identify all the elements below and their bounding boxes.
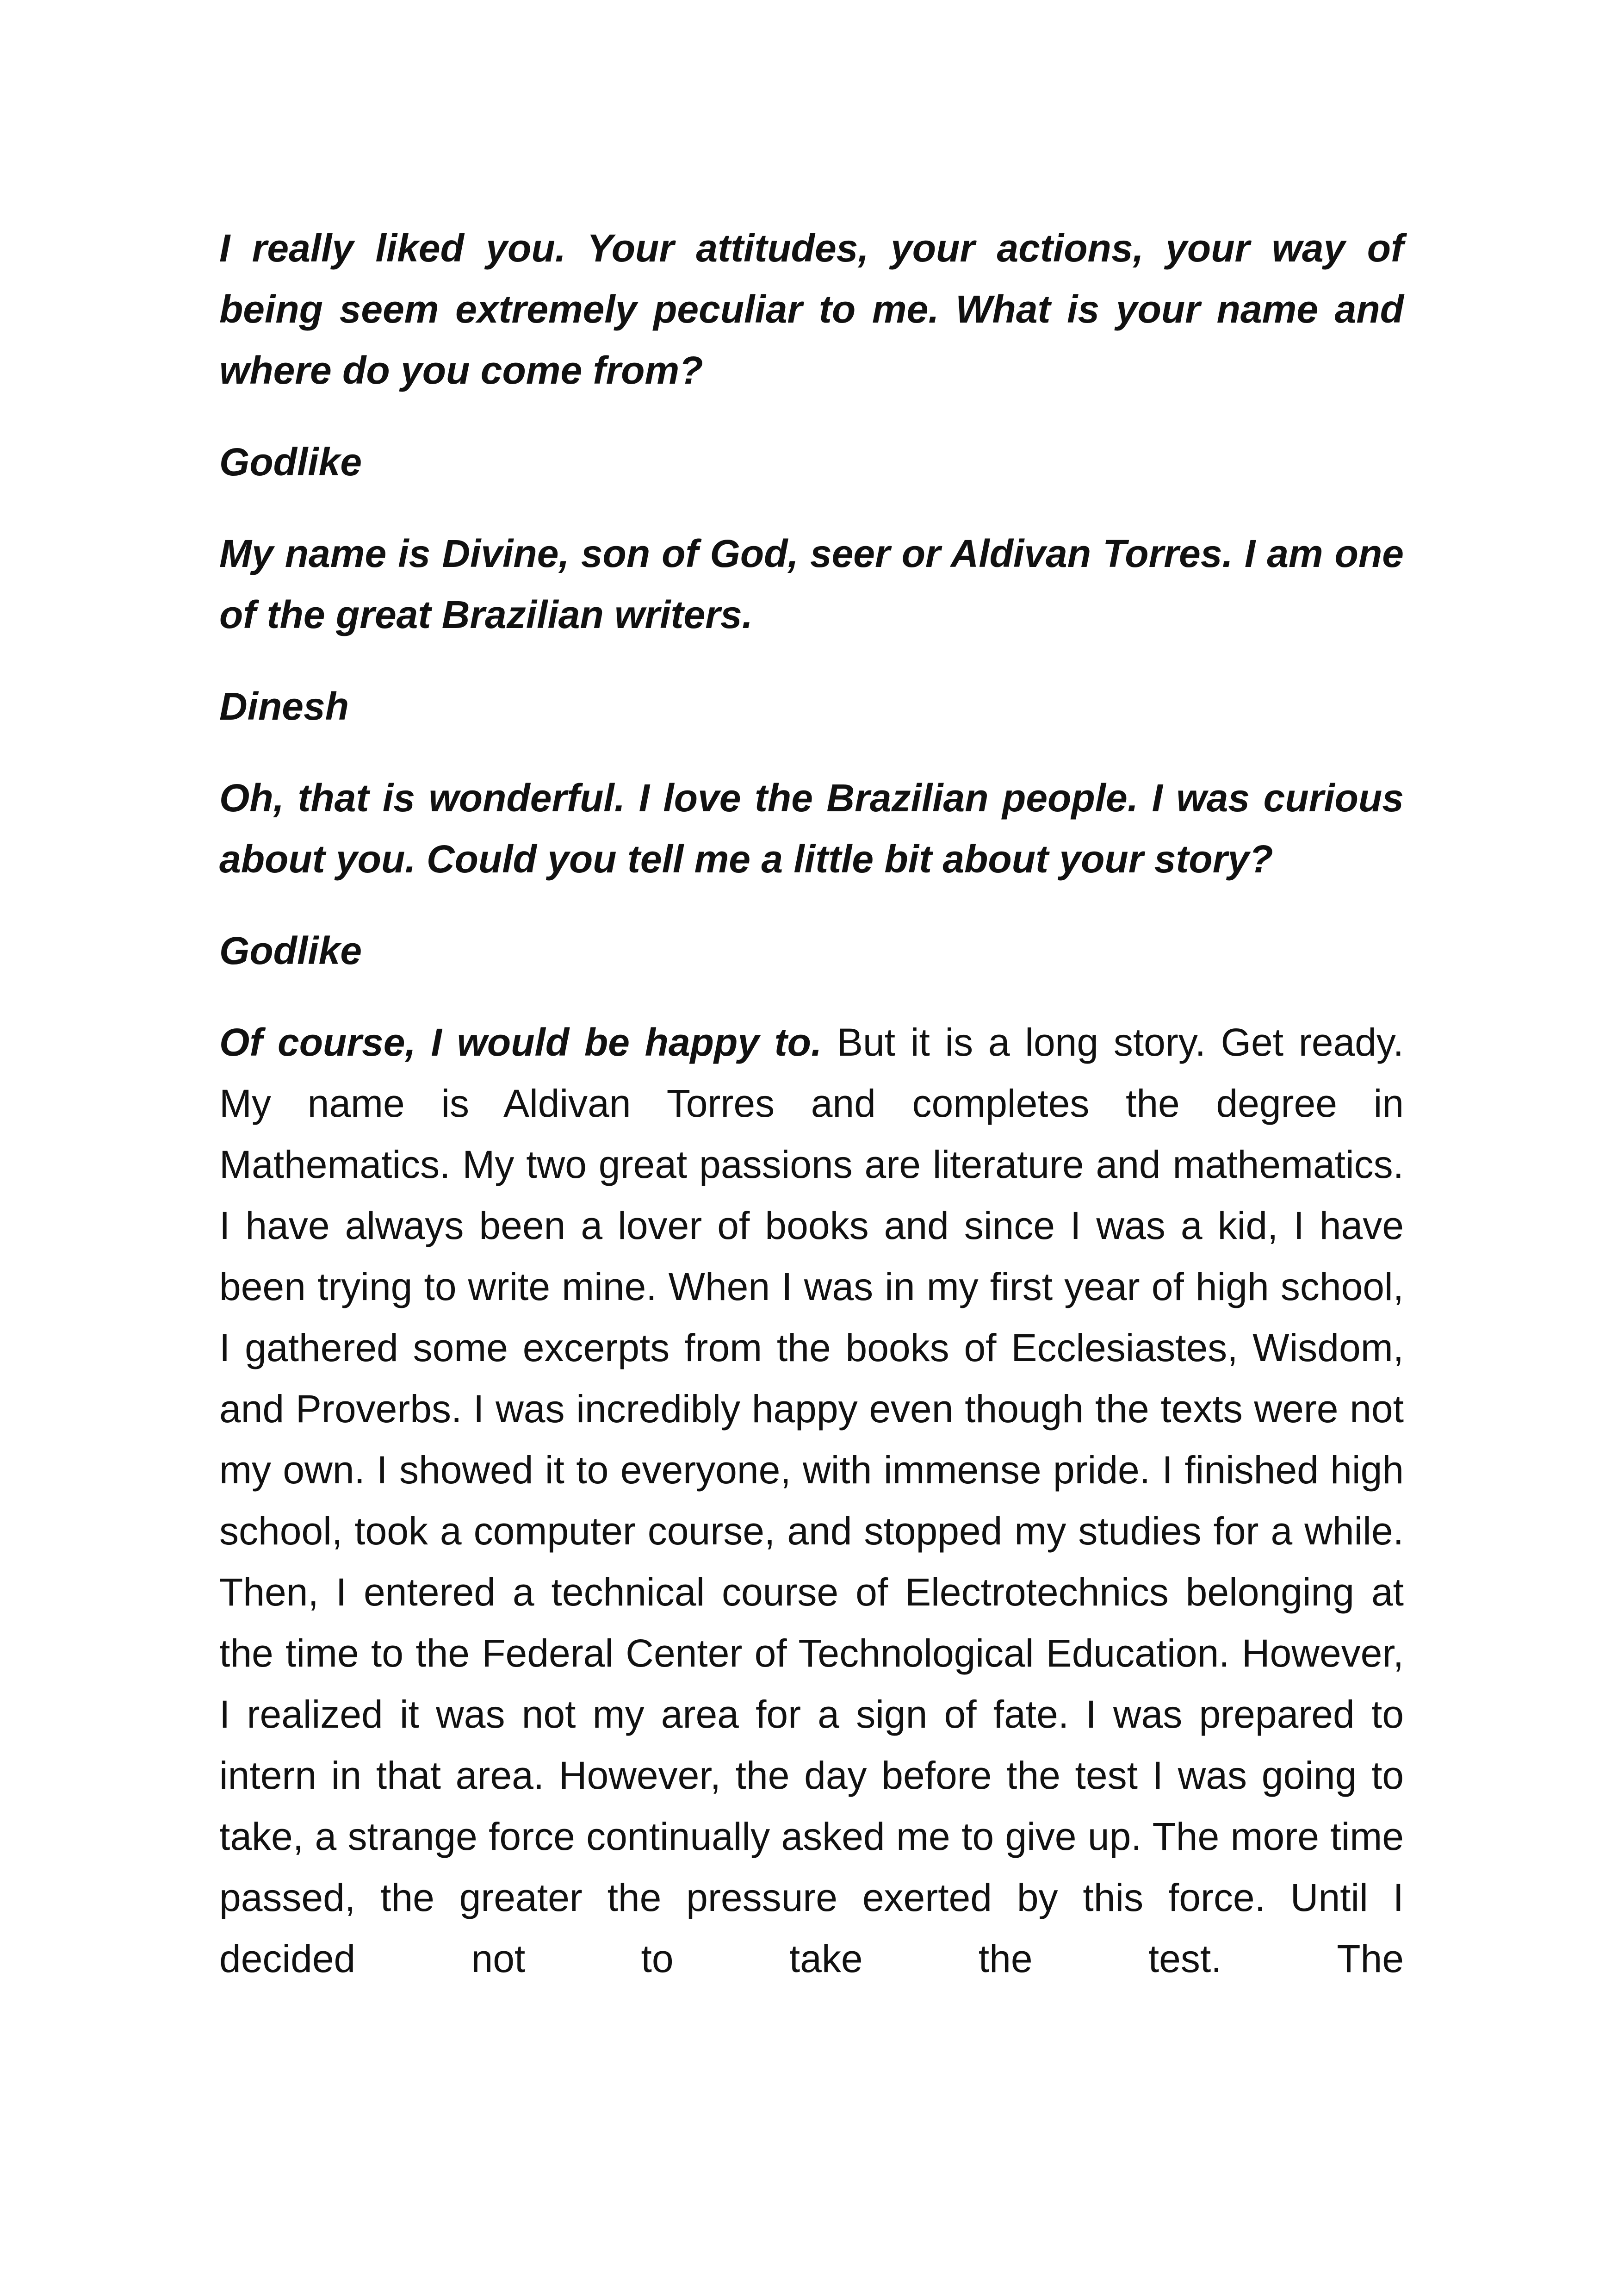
story-paragraph [219, 1012, 1404, 1989]
dialogue-line-godlike-introduction: My name is Divine, son of God, seer or Aldivan Torres. I am one of the great Brazilian writers. [219, 532, 1404, 636]
document-page [219, 218, 1404, 2020]
story-paragraph-lead: Of course, I would be happy to. [219, 1020, 822, 1064]
speaker-name-godlike: Godlike [219, 440, 362, 484]
speaker-name-dinesh: Dinesh [219, 684, 349, 728]
story-paragraph-body: But it is a long story. Get ready. My name is Aldivan Torres and completes the degree in Mathematics. My two great passions are literature and mathematics. I have always been a lover of books and since I was a kid, I have been trying to write mine. When I was in my first year of high school, I gathered some excerpts from the books of Ecclesiastes, Wisdom, and Proverbs. I was incredibly happy even though the texts were not my own. I showed it to everyone, with immense pride. I finished high school, took a computer course, and stopped my studies for a while. Then, I entered a technical course of Electrotechnics belonging at the time to the Federal Center of Technological Education. However, I realized it was not my area for a sign of fate. I was prepared to intern in that area. However, the day before the test I was going to take, a strange force continually asked me to give up. The more time passed, the greater the pressure exerted by this force. Until I decided not to take the test. The [219, 1020, 1404, 1980]
dialogue-line-dinesh-question: I really liked you. Your attitudes, your actions, your way of being seem extremely peculiar to me. What is your name and where do you come from? [219, 226, 1404, 392]
dialogue-line-dinesh-request: Oh, that is wonderful. I love the Brazilian people. I was curious about you. Could you tell me a little bit about your story? [219, 776, 1404, 881]
speaker-name-godlike-second: Godlike [219, 929, 362, 972]
